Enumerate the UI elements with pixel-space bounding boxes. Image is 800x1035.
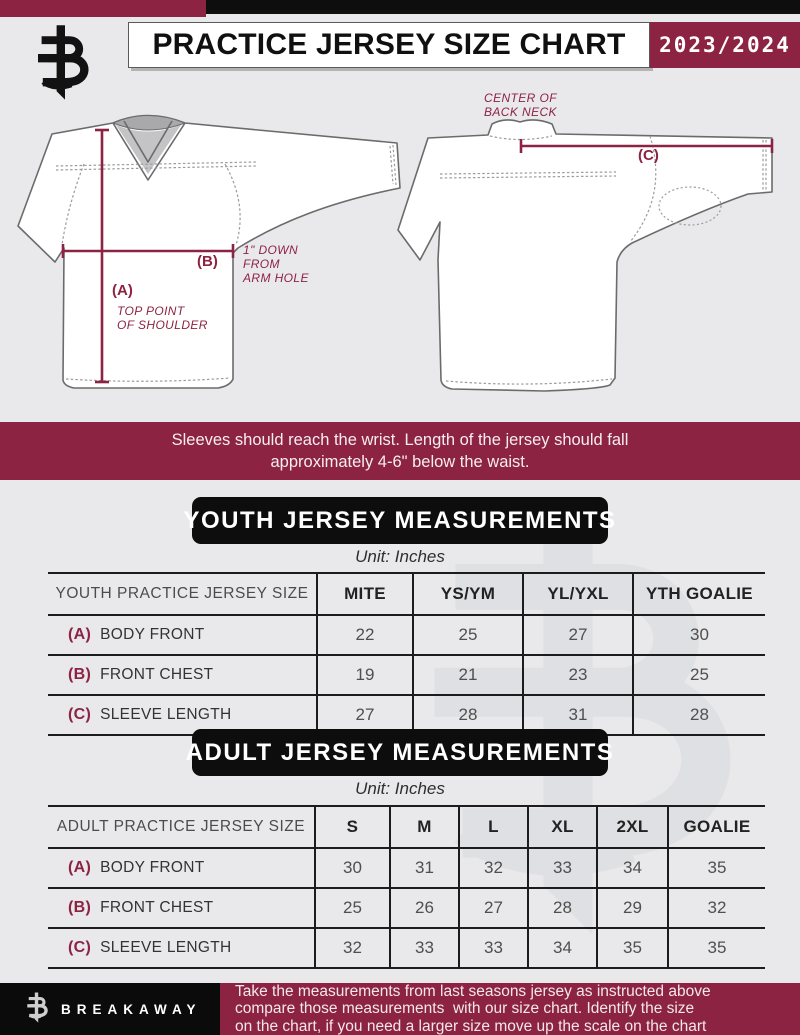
footer-brand-block	[0, 983, 220, 1035]
youth-unit-label: Unit: Inches	[355, 547, 445, 566]
season-box	[650, 22, 800, 68]
label-c-key: (C)	[638, 147, 659, 164]
adult-unit-label: Unit: Inches	[355, 779, 445, 798]
fit-notice-line1: Sleeves should reach the wrist. Length of the jersey should fall	[171, 431, 629, 449]
label-c-caption: CENTER OF BACK NECK	[484, 91, 557, 119]
label-a-caption: TOP POINT OF SHOULDER	[117, 304, 208, 332]
adult-col-s: S	[315, 806, 390, 848]
table-row: (C) SLEEVE LENGTH 32 33 33 34 35 35	[48, 928, 765, 968]
adult-col-2xl: 2XL	[597, 806, 668, 848]
page-title: PRACTICE JERSEY SIZE CHART	[152, 28, 626, 61]
table-row: (C) SLEEVE LENGTH 27 28 31 28	[48, 695, 765, 735]
youth-size-table	[48, 572, 765, 736]
youth-col-mite: MITE	[317, 573, 413, 615]
label-b-key: (B)	[197, 253, 218, 270]
season-label: 2023/2024	[659, 33, 791, 57]
adult-col-m: M	[390, 806, 459, 848]
label-b-caption: 1" DOWN FROM ARM HOLE	[243, 243, 309, 285]
adult-size-table	[48, 805, 765, 969]
brand-name: BREAKAWAY	[61, 1001, 202, 1017]
adult-col-size: ADULT PRACTICE JERSEY SIZE	[56, 818, 306, 835]
youth-col-size: YOUTH PRACTICE JERSEY SIZE	[55, 585, 309, 602]
table-row: (B) FRONT CHEST 25 26 27 28 29 32	[48, 888, 765, 928]
adult-header-row	[48, 806, 765, 848]
footer-line2: compare those measurements with our size chart. Identify the size	[235, 1000, 695, 1018]
youth-col-ylyxl: YL/YXL	[523, 573, 633, 615]
fit-notice-banner	[0, 422, 800, 480]
footer-line3: on the chart, if you need a larger size move up the scale on the chart	[235, 1017, 707, 1035]
adult-col-xl: XL	[528, 806, 597, 848]
title-box	[128, 22, 650, 68]
table-row: (B) FRONT CHEST 19 21 23 25	[48, 655, 765, 695]
top-black-stripe	[206, 0, 800, 14]
adult-section-banner: ADULT JERSEY MEASUREMENTS	[192, 729, 608, 776]
back-jersey-illustration	[398, 120, 772, 391]
youth-section-banner: YOUTH JERSEY MEASUREMENTS	[192, 497, 608, 544]
youth-header-row	[48, 573, 765, 615]
top-maroon-stripe	[0, 0, 206, 17]
adult-col-goalie: GOALIE	[668, 806, 765, 848]
table-row: (A) BODY FRONT 30 31 32 33 34 35	[48, 848, 765, 888]
adult-col-l: L	[459, 806, 528, 848]
youth-col-ysym: YS/YM	[413, 573, 523, 615]
jersey-diagram-illustration	[0, 90, 800, 420]
fit-notice-line2: approximately 4-6" below the waist.	[270, 453, 530, 471]
breakaway-b-logo-footer-icon	[24, 992, 50, 1026]
table-row: (A) BODY FRONT 22 25 27 30	[48, 615, 765, 655]
footer-line1: Take the measurements from last seasons jersey as instructed above	[235, 982, 711, 1000]
label-a-key: (A)	[112, 282, 133, 299]
footer-instructions	[220, 983, 800, 1035]
youth-col-goalie: YTH GOALIE	[633, 573, 765, 615]
